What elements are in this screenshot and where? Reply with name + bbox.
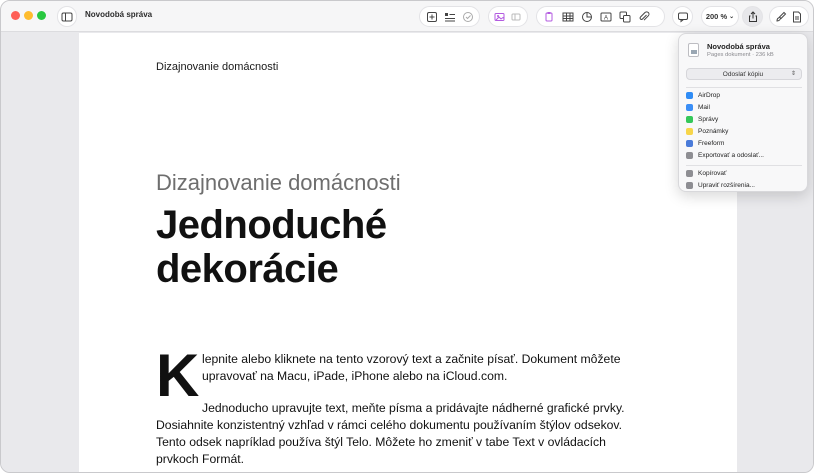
chart-icon[interactable] [579, 9, 595, 25]
notes-icon [686, 128, 693, 135]
share-item-extensions[interactable] [686, 180, 755, 191]
share-item-label: Exportovať a odoslať... [698, 152, 764, 159]
pages-file-icon [688, 43, 699, 57]
chevron-updown-icon: ⇕ [790, 71, 796, 77]
zoom-control[interactable] [701, 6, 739, 27]
insert-group [419, 6, 480, 27]
share-item-airdrop[interactable] [686, 90, 720, 101]
share-file-meta: Pages dokument · 236 kB [707, 52, 774, 58]
share-item-label: Kopírovať [698, 170, 727, 177]
divider [686, 87, 802, 88]
shape-icon[interactable] [617, 9, 633, 25]
share-item-messages[interactable] [686, 114, 718, 125]
chevron-down-icon: ⌄ [729, 14, 735, 20]
share-item-label: AirDrop [698, 92, 721, 99]
zoom-label: 200 % [705, 12, 728, 21]
share-item-notes[interactable] [686, 126, 728, 137]
share-popover [678, 33, 808, 192]
close-window-button[interactable] [11, 11, 20, 20]
share-icon [745, 9, 761, 25]
minimize-window-button[interactable] [24, 11, 33, 20]
copy-icon [686, 170, 693, 177]
document-page[interactable] [79, 33, 737, 473]
media-group [488, 6, 528, 27]
comment-button[interactable] [672, 6, 693, 27]
text-icon[interactable] [598, 9, 614, 25]
format-brush-icon[interactable] [774, 9, 788, 25]
freeform-icon [686, 140, 693, 147]
page-subtitle[interactable]: Dizajnovanie domácnosti [156, 170, 401, 195]
body-paragraph-2[interactable]: Jednoducho upravujte text, meňte písma a pridávajte nádherné grafické prvky. Dosiahnite konzistentný vzhľad v rámci celého dokumentu používaním štýlov odsekov. Tento odsek napríklad používa štýl Telo. Môžete ho zmeniť v tabe Text v ovládacích prvkoch Formát. [156, 401, 625, 466]
send-copy-select[interactable] [686, 68, 802, 80]
mail-icon [686, 104, 693, 111]
divider [686, 165, 802, 166]
toolbar [1, 1, 813, 32]
sidebar-toggle-button[interactable] [57, 6, 77, 27]
share-item-label: Správy [698, 116, 719, 123]
share-item-freeform[interactable] [686, 138, 724, 149]
drop-cap[interactable]: K [156, 342, 200, 409]
messages-icon [686, 116, 693, 123]
svg-text:A: A [603, 15, 609, 21]
gallery-icon[interactable] [510, 9, 524, 25]
share-item-mail[interactable] [686, 102, 710, 113]
add-page-icon[interactable] [424, 9, 439, 25]
share-button[interactable] [742, 6, 763, 27]
share-item-label: Freeform [698, 140, 725, 147]
export-icon [686, 152, 693, 159]
table-icon[interactable] [560, 9, 576, 25]
share-item-label: Mail [698, 104, 710, 111]
share-item-export[interactable] [686, 150, 764, 161]
objects-group [536, 6, 665, 27]
attachment-icon[interactable] [636, 9, 652, 25]
send-copy-label: Odoslať kópiu [722, 70, 764, 78]
comment-icon [675, 9, 691, 25]
page-title[interactable]: Jednoduché dekorácie [156, 203, 387, 291]
share-file-name: Novodobá správa [707, 42, 770, 51]
zoom-window-button[interactable] [37, 11, 46, 20]
sidebar-icon [59, 9, 75, 25]
airdrop-icon [686, 92, 693, 99]
extensions-icon [686, 182, 693, 189]
collaborate-icon[interactable] [460, 9, 475, 25]
text-box-icon[interactable] [541, 9, 557, 25]
share-item-label: Poznámky [698, 128, 729, 135]
document-title: Novodobá správa [85, 10, 153, 19]
inspector-group [769, 6, 809, 27]
share-item-copy[interactable] [686, 168, 726, 179]
share-item-label: Upraviť rozšírenia... [698, 182, 755, 189]
media-icon[interactable] [493, 9, 507, 25]
document-icon[interactable] [791, 9, 805, 25]
body-paragraph-1[interactable]: lepnite alebo kliknete na tento vzorový text a začnite písať. Dokument môžete upravovať na Macu, iPade, iPhone alebo na iCloud.com. [202, 352, 621, 383]
list-style-icon[interactable] [442, 9, 457, 25]
page-header[interactable]: Dizajnovanie domácnosti [156, 61, 279, 73]
